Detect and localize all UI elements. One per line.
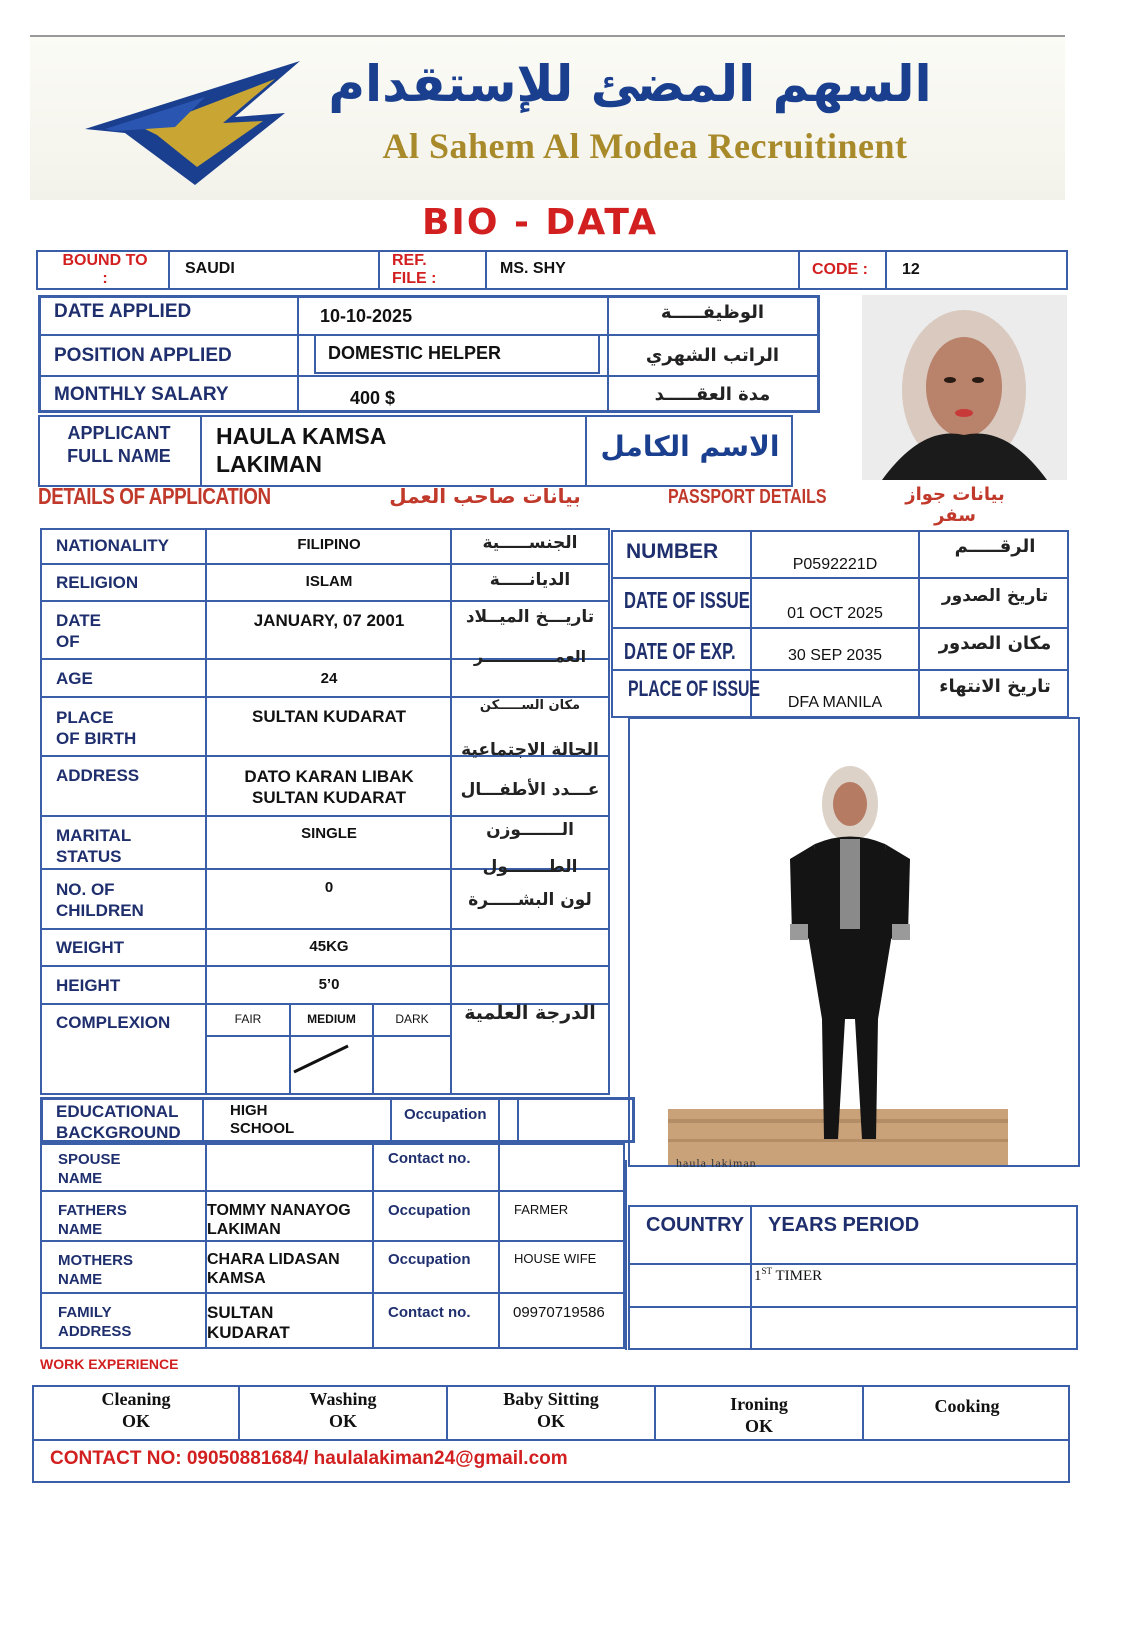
mother-occupation-label: Occupation xyxy=(388,1251,471,1268)
photo-caption: haula lakiman xyxy=(676,1156,757,1170)
age-value: 24 xyxy=(320,670,338,687)
date-of-expiry-value: 30 SEP 2035 xyxy=(787,647,882,664)
height-value: 5’0 xyxy=(318,976,340,993)
complexion-fair: FAIR xyxy=(234,1012,262,1026)
mother-name-label: MOTHERS NAME xyxy=(58,1252,133,1288)
position-applied-value: DOMESTIC HELPER xyxy=(328,343,502,363)
father-occupation-value: FARMER xyxy=(514,1202,569,1217)
complexion-medium: MEDIUM xyxy=(307,1012,356,1026)
skill-washing: Washing OK xyxy=(309,1389,377,1431)
code-value: 12 xyxy=(902,261,920,278)
children-arabic-top: الطـــــــول xyxy=(482,857,578,877)
father-occupation-label: Occupation xyxy=(388,1202,471,1219)
family-address-value: SULTAN KUDARAT xyxy=(207,1303,290,1342)
family-contact-label: Contact no. xyxy=(388,1304,471,1321)
date-applied-value: 10-10-2025 xyxy=(320,306,413,326)
first-timer-text: 1ST TIMER xyxy=(754,1266,823,1284)
place-of-birth-label: PLACE OF BIRTH xyxy=(56,708,137,748)
full-body-photo xyxy=(628,717,1080,1170)
bound-to-value: SAUDI xyxy=(185,260,235,277)
dob-label: DATE OF xyxy=(56,611,102,651)
details-section-arabic: بيانات صاحب العمل xyxy=(389,484,581,508)
religion-label: RELIGION xyxy=(56,573,139,592)
date-of-issue-value: 01 OCT 2025 xyxy=(787,605,883,622)
spouse-contact-label: Contact no. xyxy=(388,1150,471,1167)
date-of-issue-label: DATE OF ISSUE xyxy=(624,587,750,613)
education-occupation-label: Occupation xyxy=(404,1106,487,1123)
monthly-salary-value: 400 $ xyxy=(350,388,396,408)
education-label: EDUCATIONAL BACKGROUND xyxy=(56,1102,181,1142)
nationality-label: NATIONALITY xyxy=(56,536,170,555)
date-applied-label: DATE APPLIED xyxy=(54,301,192,322)
contact-info: CONTACT NO: 09050881684/ haulalakiman24@gmail.com xyxy=(50,1448,568,1469)
marital-status-arabic: الـــــــوزن xyxy=(486,820,574,840)
address-arabic: عـــدد الأطفـــال xyxy=(460,780,600,800)
father-name-value: TOMMY NANAYOG LAKIMAN xyxy=(207,1202,351,1238)
position-applied-arabic: الراتب الشهري xyxy=(645,345,780,366)
children-arabic: لون البشـــــرة xyxy=(468,890,592,910)
place-of-issue-value: DFA MANILA xyxy=(787,694,883,711)
religion-arabic: الديانـــــة xyxy=(489,570,571,590)
code-label: CODE : xyxy=(812,261,868,278)
full-name-label: APPLICANT FULL NAME xyxy=(67,423,171,466)
place-of-issue-label: PLACE OF ISSUE xyxy=(628,676,761,701)
complexion-dark: DARK xyxy=(395,1012,429,1026)
address-label: ADDRESS xyxy=(56,766,140,785)
weight-label: WEIGHT xyxy=(56,938,124,957)
weight-value: 45KG xyxy=(309,938,349,955)
full-name-value: HAULA KAMSA LAKIMAN xyxy=(216,423,387,477)
height-label: HEIGHT xyxy=(56,976,121,995)
place-of-issue-arabic: تاريخ الانتهاء xyxy=(939,676,1051,697)
page-title: BIO - DATA xyxy=(421,202,659,243)
date-applied-arabic: الوظيفـــــة xyxy=(660,302,765,323)
religion-value: ISLAM xyxy=(305,573,353,590)
years-period-header: YEARS PERIOD xyxy=(768,1214,920,1236)
skill-ironing: Ironing OK xyxy=(730,1394,788,1436)
address-value: DATO KARAN LIBAK SULTAN KUDARAT xyxy=(244,767,414,807)
place-of-birth-arabic: مكان الســـــكن xyxy=(479,698,581,713)
monthly-salary-arabic: مدة العقـــــد xyxy=(654,384,771,405)
header-banner xyxy=(30,35,1065,200)
nationality-arabic: الجنســـــية xyxy=(482,533,578,553)
address-arabic-top: الحالة الاجتماعية xyxy=(461,740,599,760)
place-of-birth-value: SULTAN KUDARAT xyxy=(252,707,406,726)
spouse-name-label: SPOUSE NAME xyxy=(58,1151,121,1187)
marital-status-value: SINGLE xyxy=(301,825,357,842)
standing-figure-icon xyxy=(630,719,1078,1165)
complexion-label: COMPLEXION xyxy=(56,1013,171,1032)
company-arabic-name: السهم المضئ للإستقدام xyxy=(328,55,932,113)
passport-number-label: NUMBER xyxy=(626,540,719,563)
family-address-label: FAMILY ADDRESS xyxy=(58,1304,132,1340)
dob-value: JANUARY, 07 2001 xyxy=(253,611,405,630)
passport-section-title: PASSPORT DETAILS xyxy=(668,486,827,508)
passport-number-value: P0592221D xyxy=(792,556,878,573)
education-value: HIGH SCHOOL xyxy=(230,1102,295,1137)
skill-cooking: Cooking xyxy=(934,1396,1000,1416)
children-label: NO. OF CHILDREN xyxy=(56,880,144,920)
ref-file-label: REF. FILE : xyxy=(392,252,437,287)
skill-cleaning: Cleaning OK xyxy=(101,1389,171,1431)
family-contact-value: 09970719586 xyxy=(513,1304,605,1321)
age-arabic: العمـــــــــــــر xyxy=(473,647,587,666)
full-name-arabic: الاسم الكامل xyxy=(600,430,780,463)
passport-section-arabic: بيانات جواز سفر xyxy=(905,484,1005,526)
company-english-name: Al Sahem Al Modea Recruitinent xyxy=(382,126,908,166)
details-section-title: DETAILS OF APPLICATION xyxy=(38,483,271,509)
children-value: 0 xyxy=(324,879,334,896)
portrait-figure-icon xyxy=(862,295,1067,480)
dob-arabic: تاريـــخ الميــلاد xyxy=(465,607,595,627)
marital-status-label: MARITAL STATUS xyxy=(56,826,132,866)
applicant-portrait-photo xyxy=(862,295,1067,480)
position-applied-label: POSITION APPLIED xyxy=(54,345,232,366)
work-experience-title: WORK EXPERIENCE xyxy=(40,1356,179,1372)
date-of-expiry-arabic: مكان الصدور xyxy=(938,633,1052,654)
father-name-label: FATHERS NAME xyxy=(58,1202,127,1238)
date-of-expiry-label: DATE OF EXP. xyxy=(624,638,736,664)
complexion-arabic: الدرجة العلمية xyxy=(464,1002,596,1024)
date-of-issue-arabic: تاريخ الصدور xyxy=(941,586,1049,606)
passport-number-arabic: الرقـــــم xyxy=(954,536,1036,557)
age-label: AGE xyxy=(56,669,93,688)
ref-file-value: MS. SHY xyxy=(500,260,566,277)
nationality-value: FILIPINO xyxy=(297,536,361,553)
skill-baby-sitting: Baby Sitting OK xyxy=(503,1389,599,1431)
country-header: COUNTRY xyxy=(646,1214,745,1236)
complexion-check-mark-icon xyxy=(290,1040,355,1076)
bound-to-label: BOUND TO : xyxy=(62,252,148,287)
mother-name-value: CHARA LIDASAN KAMSA xyxy=(207,1251,340,1287)
mother-occupation-value: HOUSE WIFE xyxy=(514,1251,597,1266)
monthly-salary-label: MONTHLY SALARY xyxy=(54,384,229,405)
